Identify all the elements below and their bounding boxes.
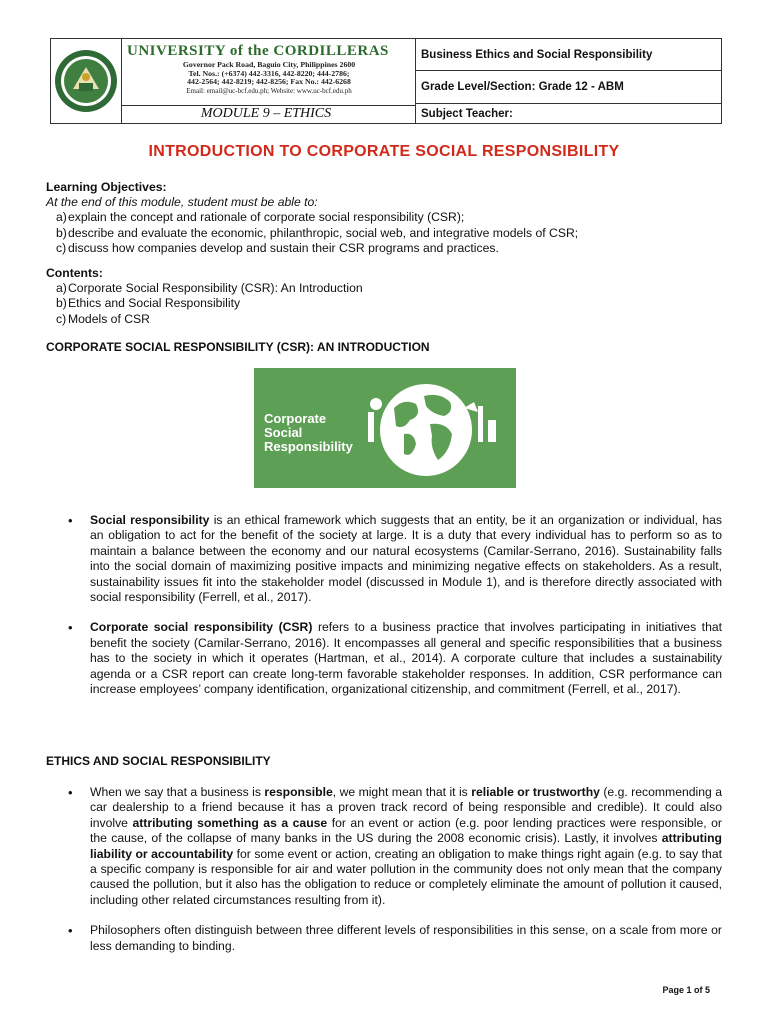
contents-list [46, 281, 726, 327]
header-table [50, 38, 722, 124]
list-item: c) Models of CSR [56, 311, 150, 326]
grade-level: Grade Level/Section: Grade 12 - ABM [415, 71, 721, 104]
list-item: a) Corporate Social Responsibility (CSR): An Introduction [56, 281, 363, 296]
page-number: Page 1 of 5 [662, 985, 710, 995]
subject-name: Business Ethics and Social Responsibility [415, 39, 721, 71]
list-item: • Philosophers often distinguish between three different levels of responsibilities in this sense, on a scale from more or less demanding to binding. [70, 923, 722, 954]
csr-illustration [254, 368, 516, 488]
list-item: b) Ethics and Social Responsibility [56, 296, 241, 311]
section-heading-csr: CORPORATE SOCIAL RESPONSIBILITY (CSR): AN INTRODUCTION [46, 340, 430, 354]
list-item: c) discuss how companies develop and sustain their CSR programs and practices. [56, 240, 499, 255]
module-cell [121, 105, 416, 123]
csr-bullets [70, 513, 722, 697]
ethics-bullets [70, 785, 722, 954]
list-item: b) describe and evaluate the economic, philanthropic, social web, and integrative models of CSR; [56, 225, 579, 240]
objectives-list [46, 210, 726, 256]
list-item: • When we say that a business is responsible, we might mean that it is reliable or trustworthy (e.g. recommending a car dealership to a friend because it has a proven track record of being responsible and credible). It could also involve attributing something as a cause for an event or action (e.g. poor lending practices were responsible, or the cause, of the collapse of many banks in the US during the 2008 economic crisis). Lastly, it involves attributing liability or accountability for some event or action, creating an obligation to make things right again (e.g. to say that a specific company is responsible for air and water pollution in the community does not only mean that the company caused the pollution, but it also has the obligation to reduce or completely eliminate the amount of pollution it caused, including other related circumstances resulting from it). [70, 785, 722, 908]
module-title: MODULE 9 – ETHICS [200, 106, 332, 121]
list-item: • Social responsibility is an ethical framework which suggests that an entity, be it an organization or individual, has an obligation to act for the benefit of the society at large. It is a duty that every individual has to perform so as to maintain a balance between the economy and our natural ecosystems (Camilar-Serrano, 2016). Sustainability falls into the social domain of maximizing positive impacts and minimizing negative effects on stakeholders. As a result, sustainability issues fit into the stakeholder model (discussed in Module 1), and is therefore directly associated with social responsibility (Ferrell, et al., 2017). [70, 513, 722, 605]
section-heading-ethics: ETHICS AND SOCIAL RESPONSIBILITY [46, 754, 271, 768]
university-info [121, 39, 416, 106]
contents [46, 266, 726, 327]
contents-heading: Contents: [46, 266, 103, 280]
illustration-caption: Corporate Social Responsibility [264, 411, 353, 454]
page-title: INTRODUCTION TO CORPORATE SOCIAL RESPONSIBILITY [148, 143, 620, 160]
university-address: Governor Pack Road, Baguio City, Philippines 2600 Tel. Nos.: (+6374) 442-3316, 442-8220; 444-2786; 442-2564; 442-8219; 442-8256; Fax No.: 442-6268 Email: email@uc-bcf.edu.ph; Website: www.uc-bcf.edu.ph [182, 60, 356, 95]
list-item: a) explain the concept and rationale of corporate social responsibility (CSR); [56, 210, 465, 225]
list-item: • Corporate social responsibility (CSR) refers to a business practice that involves participating in initiatives that benefit the society (Camilar-Serrano, 2016). It encompasses all general and specific responsibilities that a business has to the society in which it operates (Hartman, et al., 2014). A corporate culture that includes a sustainability agenda or a CSR report can create long-term favorable stakeholder responses. In addition, CSR performance can increase employees’ company identification, organizational citizenship, and commitment (Ferrell, et al., 2017). [70, 620, 722, 697]
learning-objectives [46, 180, 726, 256]
university-seal [51, 39, 122, 123]
university-name: UNIVERSITY of the CORDILLERAS [127, 43, 389, 59]
objectives-heading: Learning Objectives: [46, 180, 167, 194]
subject-teacher: Subject Teacher: [421, 107, 513, 120]
objectives-intro: At the end of this module, student must be able to: [46, 195, 318, 210]
